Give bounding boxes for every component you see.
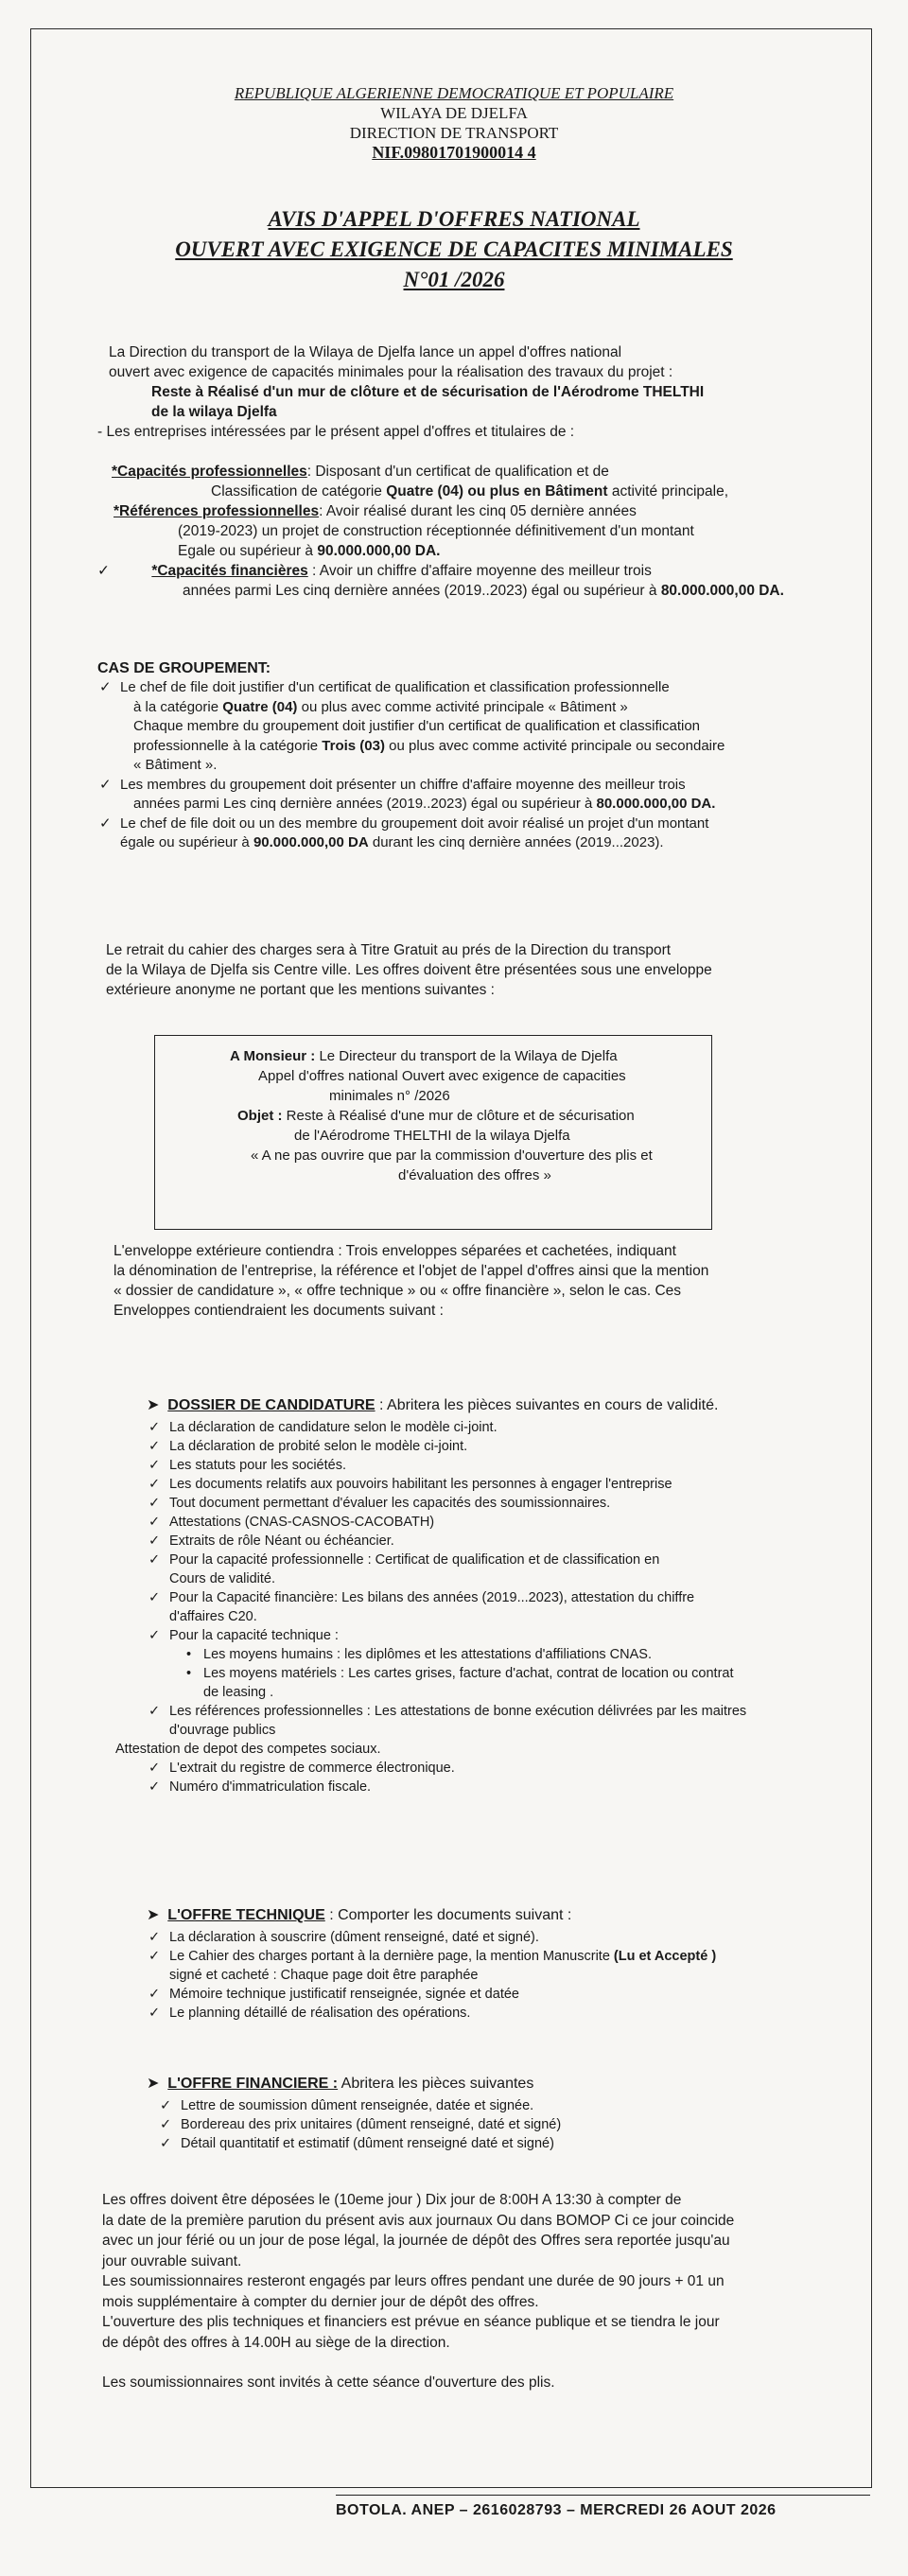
nif-line: NIF.09801701900014 4 [372,143,536,162]
item-line: Cours de validité. [169,1571,276,1586]
financiere-heading [147,2075,865,2094]
project-line: de la wilaya Djelfa [151,404,277,420]
item-line [120,737,864,757]
final-line: Les soumissionnaires resteront engagés par leurs offres pendant une durée de 90 jours + 01 un [102,2273,725,2289]
technique-list [147,1928,865,2023]
check-icon: ✓ [148,1590,161,1605]
item-line: d'ouvrage publics [169,1723,276,1738]
item-line [120,795,864,815]
item-text: Tout document permettant d'évaluer les capacités des soumissionnaires. [169,1496,611,1511]
check-icon: ✓ [148,1779,161,1795]
item-text: La déclaration à souscrire (dûment renseigné, daté et signé). [169,1930,539,1945]
item-line: Pour la Capacité financière: Les bilans des années (2019...2023), attestation du chiffre [169,1590,695,1605]
list-item [147,1551,865,1588]
item-line: Les membres du groupement doit présenter un chiffre d'affaire moyenne des meilleur trois [120,776,686,793]
object-label: Objet : [237,1108,283,1124]
title-line-3: N°01 /2026 [403,268,505,291]
item-line: Le chef de file doit justifier d'un certificat de qualification et classification professionnelle [120,679,670,695]
sub-line: Les moyens matériels : Les cartes grises, facture d'achat, contrat de location ou contrat [203,1666,734,1681]
check-icon: ✓ [148,1458,161,1473]
fin-text: années parmi Les cinq dernière années (2019..2023) égal ou supérieur à [183,583,661,599]
item-bold: 80.000.000,00 DA. [596,796,716,812]
check-icon: ✓ [160,2098,172,2113]
item-text: Les statuts pour les sociétés. [169,1458,346,1473]
prof-line-2 [112,482,868,501]
item-line: « Bâtiment ». [133,757,218,773]
prof-category: Quatre (04) ou plus en Bâtiment [386,483,608,499]
list-item [147,1702,865,1740]
check-icon: ✓ [99,776,112,793]
envelope-content [230,1046,703,1185]
bullet-icon: • [186,1647,192,1662]
envelope-addressee [230,1046,703,1066]
final-line: avec un jour férié ou un jour de pose légal, la journée de dépôt des Offres sera reportée jusqu'au [102,2233,730,2249]
technique-text: : Comporter les documents suivant : [324,1907,572,1923]
check-icon: ✓ [148,1704,161,1719]
prof-text: : Disposant d'un certificat de qualification et de [306,464,609,480]
item-line: Le chef de file doit ou un des membre du groupement doit avoir réalisé un projet d'un montant [120,815,709,832]
check-icon: ✓ [160,2136,172,2151]
fin-amount: 80.000.000,00 DA. [660,583,784,599]
item-text: Le Cahier des charges portant à la dernière page, la mention Manuscrite [169,1949,614,1964]
final-line: jour ouvrable suivant. [102,2252,242,2269]
arrow-icon: ➤ [147,1907,160,1923]
footer-divider [336,2495,870,2496]
groupement-heading: CAS DE GROUPEMENT: [97,660,271,676]
check-icon: ✓ [148,1930,161,1945]
item-line: Les références professionnelles : Les attestations de bonne exécution délivrées par les maitres [169,1704,747,1719]
item-text: L'extrait du registre de commerce électronique. [169,1761,455,1776]
offre-financiere [147,2075,865,2153]
check-icon: ✓ [148,1496,161,1511]
list-item [147,1626,865,1702]
enveloppe-line: Enveloppes contiendraient les documents suivant : [114,1303,444,1319]
item-line: Pour la capacité technique : [169,1628,339,1643]
intro-line: ouvert avec exigence de capacités minimales pour la réalisation des travaux du projet : [109,364,673,380]
capacite-financiere [97,561,868,581]
item-text: La déclaration de candidature selon le modèle ci-joint. [169,1420,498,1435]
list-item [158,2115,865,2134]
item-line [120,698,864,718]
technique-label: L'OFFRE TECHNIQUE [167,1907,325,1923]
item-text: Lettre de soumission dûment renseignée, datée et signée. [181,2098,534,2113]
intro-line: La Direction du transport de la Wilaya de Djelfa lance un appel d'offres national [109,344,622,360]
check-icon: ✓ [148,1477,161,1492]
list-item [147,1778,865,1796]
item-line [169,1947,865,1966]
final-line: Les offres doivent être déposées le (10eme jour ) Dix jour de 8:00H A 13:30 à compter de [102,2192,682,2208]
check-icon: ✓ [148,2006,161,2021]
title-line-2: OUVERT AVEC EXIGENCE DE CAPACITES MINIMALES [175,237,733,261]
sub-item [169,1645,865,1664]
item-text: Attestations (CNAS-CASNOS-CACOBATH) [169,1515,435,1530]
sub-line: de leasing . [203,1685,274,1700]
wilaya-line: WILAYA DE DJELFA [380,104,528,122]
item-text: Les documents relatifs aux pouvoirs habilitant les personnes à engager l'entreprise [169,1477,672,1492]
dossier-label: DOSSIER DE CANDIDATURE [167,1397,375,1413]
reference-professionnelle [112,501,868,521]
financiere-list [147,2096,865,2153]
retrait-line: extérieure anonyme ne portant que les mentions suivantes : [106,982,495,998]
ref-line-3 [112,541,868,561]
list-item [147,1456,865,1475]
item-text: années parmi Les cinq dernière années (2019..2023) égal ou supérieur à [133,796,597,812]
item-text: Mémoire technique justificatif renseignée, signée et datée [169,1987,519,2002]
ref-text: : Avoir réalisé durant les cinq 05 dernière années [319,503,637,519]
groupement-list [97,678,864,853]
item-text: à la catégorie [133,698,223,715]
technique-heading [147,1906,865,1925]
item-text: Extraits de rôle Néant ou échéancier. [169,1533,394,1549]
item-text: Détail quantitatif et estimatif (dûment renseigné daté et signé) [181,2136,554,2151]
list-item [147,1494,865,1513]
bullet-icon: • [186,1666,192,1681]
list-item [147,1588,865,1626]
prof-label: *Capacités professionnelles [112,464,307,480]
object-text: Reste à Réalisé d'une mur de clôture et de sécurisation [282,1108,635,1124]
item-text: ou plus avec comme activité principale ou secondaire [384,737,725,754]
check-icon: ✓ [148,1761,161,1776]
retrait-line: Le retrait du cahier des charges sera à Titre Gratuit au prés de la Direction du transport [106,942,672,958]
ref-label: *Références professionnelles [114,503,320,519]
check-icon: ✓ [99,815,112,832]
envelope-object [230,1106,703,1126]
final-line: de dépôt des offres à 14.00H au siège de la direction. [102,2334,450,2351]
capacites-section [97,462,868,601]
direction-line: DIRECTION DE TRANSPORT [349,124,559,142]
ref-line-2: (2019-2023) un projet de construction réceptionnée définitivement d'un montant [178,523,694,539]
item-text: Numéro d'immatriculation fiscale. [169,1779,372,1795]
check-icon: ✓ [148,1420,161,1435]
list-item [147,1532,865,1551]
dossier-candidature [115,1396,865,1796]
check-icon: ✓ [148,1552,161,1568]
check-icon: ✓ [148,1439,161,1454]
dossier-list-extra [147,1759,865,1796]
final-line: Les soumissionnaires sont invités à cette séance d'ouverture des plis. [102,2374,555,2391]
list-item [147,1418,865,1437]
title-line-1: AVIS D'APPEL D'OFFRES NATIONAL [268,207,640,231]
item-line: Chaque membre du groupement doit justifier d'un certificat de qualification et classification [133,718,701,734]
dossier-list [147,1418,865,1740]
list-item [147,1759,865,1778]
ref-amount: 90.000.000,00 DA. [317,543,441,559]
capacite-professionnelle [112,462,868,482]
fin-label: *Capacités financières [151,563,308,579]
item-text: La déclaration de probité selon le modèle ci-joint. [169,1439,468,1454]
check-icon: ✓ [148,1628,161,1643]
item-text: durant les cinq dernière années (2019...2023). [368,834,664,850]
fin-line-2 [112,581,868,601]
check-icon: ✓ [148,1515,161,1530]
enveloppe-line: L'enveloppe extérieure contiendra : Trois enveloppes séparées et cachetées, indiquant [114,1243,676,1259]
document-header [0,83,908,163]
check-icon: ✓ [148,1949,161,1964]
attestation-line: Attestation de depot des competes sociaux. [115,1742,381,1757]
retrait-line: de la Wilaya de Djelfa sis Centre ville. Les offres doivent être présentées sous une enveloppe [106,962,712,978]
list-item [97,678,864,776]
envelope-line: Appel d'offres national Ouvert avec exigence de capacities [258,1068,626,1084]
envelope-line: de l'Aérodrome THELTHI de la wilaya Djelfa [294,1128,570,1144]
item-text: Bordereau des prix unitaires (dûment renseigné, daté et signé) [181,2117,562,2132]
envelope-line: minimales n° /2026 [329,1088,450,1104]
check-icon: ✓ [160,2117,172,2132]
item-bold: Trois (03) [322,737,385,754]
item-text: ou plus avec comme activité principale « Bâtiment » [297,698,628,715]
item-line [120,833,864,853]
check-icon: ✓ [148,1987,161,2002]
item-text: Le planning détaillé de réalisation des opérations. [169,2006,471,2021]
list-item [147,1928,865,1947]
item-text: égale ou supérieur à [120,834,253,850]
fin-text: : Avoir un chiffre d'affaire moyenne des meilleur trois [307,563,652,579]
dossier-heading [147,1396,865,1415]
arrow-icon: ➤ [147,2076,160,2092]
list-item [147,1437,865,1456]
groupement-section [97,658,864,853]
capacite-technique-list [169,1645,865,1702]
check-icon: ✓ [148,1533,161,1549]
offre-technique [147,1906,865,2023]
sub-item [169,1664,865,1702]
entreprises-line: - Les entreprises intéressées par le présent appel d'offres et titulaires de : [97,424,575,440]
check-icon: ✓ [97,563,110,579]
list-item [147,1985,865,2004]
addressee-text: Le Directeur du transport de la Wilaya de Djelfa [315,1048,618,1064]
footer-reference: BOTOLA. ANEP – 2616028793 – MERCREDI 26 AOUT 2026 [336,2502,777,2518]
list-item [97,776,864,815]
republic-line: REPUBLIQUE ALGERIENNE DEMOCRATIQUE ET POPULAIRE [234,84,674,102]
item-bold: (Lu et Accepté ) [613,1949,717,1964]
list-item [158,2096,865,2115]
item-bold: Quatre (04) [222,698,298,715]
item-bold: 90.000.000,00 DA [253,834,369,850]
item-text: professionnelle à la catégorie [133,737,323,754]
item-line: Pour la capacité professionnelle : Certificat de qualification et de classification en [169,1552,660,1568]
enveloppe-line: « dossier de candidature », « offre technique » ou « offre financière », selon le cas. Ces [114,1283,682,1299]
arrow-icon: ➤ [147,1397,160,1413]
item-line: d'affaires C20. [169,1609,257,1624]
envelope-line: « A ne pas ouvrire que par la commission d'ouverture des plis et [251,1148,653,1164]
sub-text: Les moyens humains : les diplômes et les attestations d'affiliations CNAS. [203,1647,652,1662]
prof-text: Classification de catégorie [211,483,387,499]
retrait-paragraph [106,940,863,1000]
enveloppe-exterieure [114,1241,870,1321]
prof-text: activité principale, [607,483,729,499]
financiere-label: L'OFFRE FINANCIERE : [167,2076,339,2092]
final-paragraph [102,2190,868,2393]
project-line: Reste à Réalisé d'un mur de clôture et de sécurisation de l'Aérodrome THELTHI [151,384,705,400]
final-line: L'ouverture des plis techniques et financiers est prévue en séance publique et se tiendra le jour [102,2314,720,2330]
enveloppe-line: la dénomination de l'entreprise, la référence et l'objet de l'appel d'offres ainsi que la mention [114,1263,709,1279]
envelope-line: d'évaluation des offres » [398,1167,551,1183]
list-item [147,1947,865,1985]
dossier-text: : Abritera les pièces suivantes en cours de validité. [375,1397,719,1413]
final-line: la date de la première parution du présent avis aux journaux Ou dans BOMOP Ci ce jour coincide [102,2212,735,2229]
intro-paragraph [97,342,856,442]
notice-title [0,204,908,295]
list-item [147,1475,865,1494]
list-item [147,2004,865,2023]
item-line: signé et cacheté : Chaque page doit être paraphée [169,1968,479,1983]
check-icon: ✓ [99,679,112,695]
list-item [97,815,864,853]
addressee-label: A Monsieur : [230,1048,316,1064]
financiere-text: Abritera les pièces suivantes [338,2076,534,2092]
ref-text: Egale ou supérieur à [178,543,318,559]
list-item [158,2134,865,2153]
final-line: mois supplémentaire à compter du dernier jour de dépôt des offres. [102,2293,539,2310]
list-item [147,1513,865,1532]
